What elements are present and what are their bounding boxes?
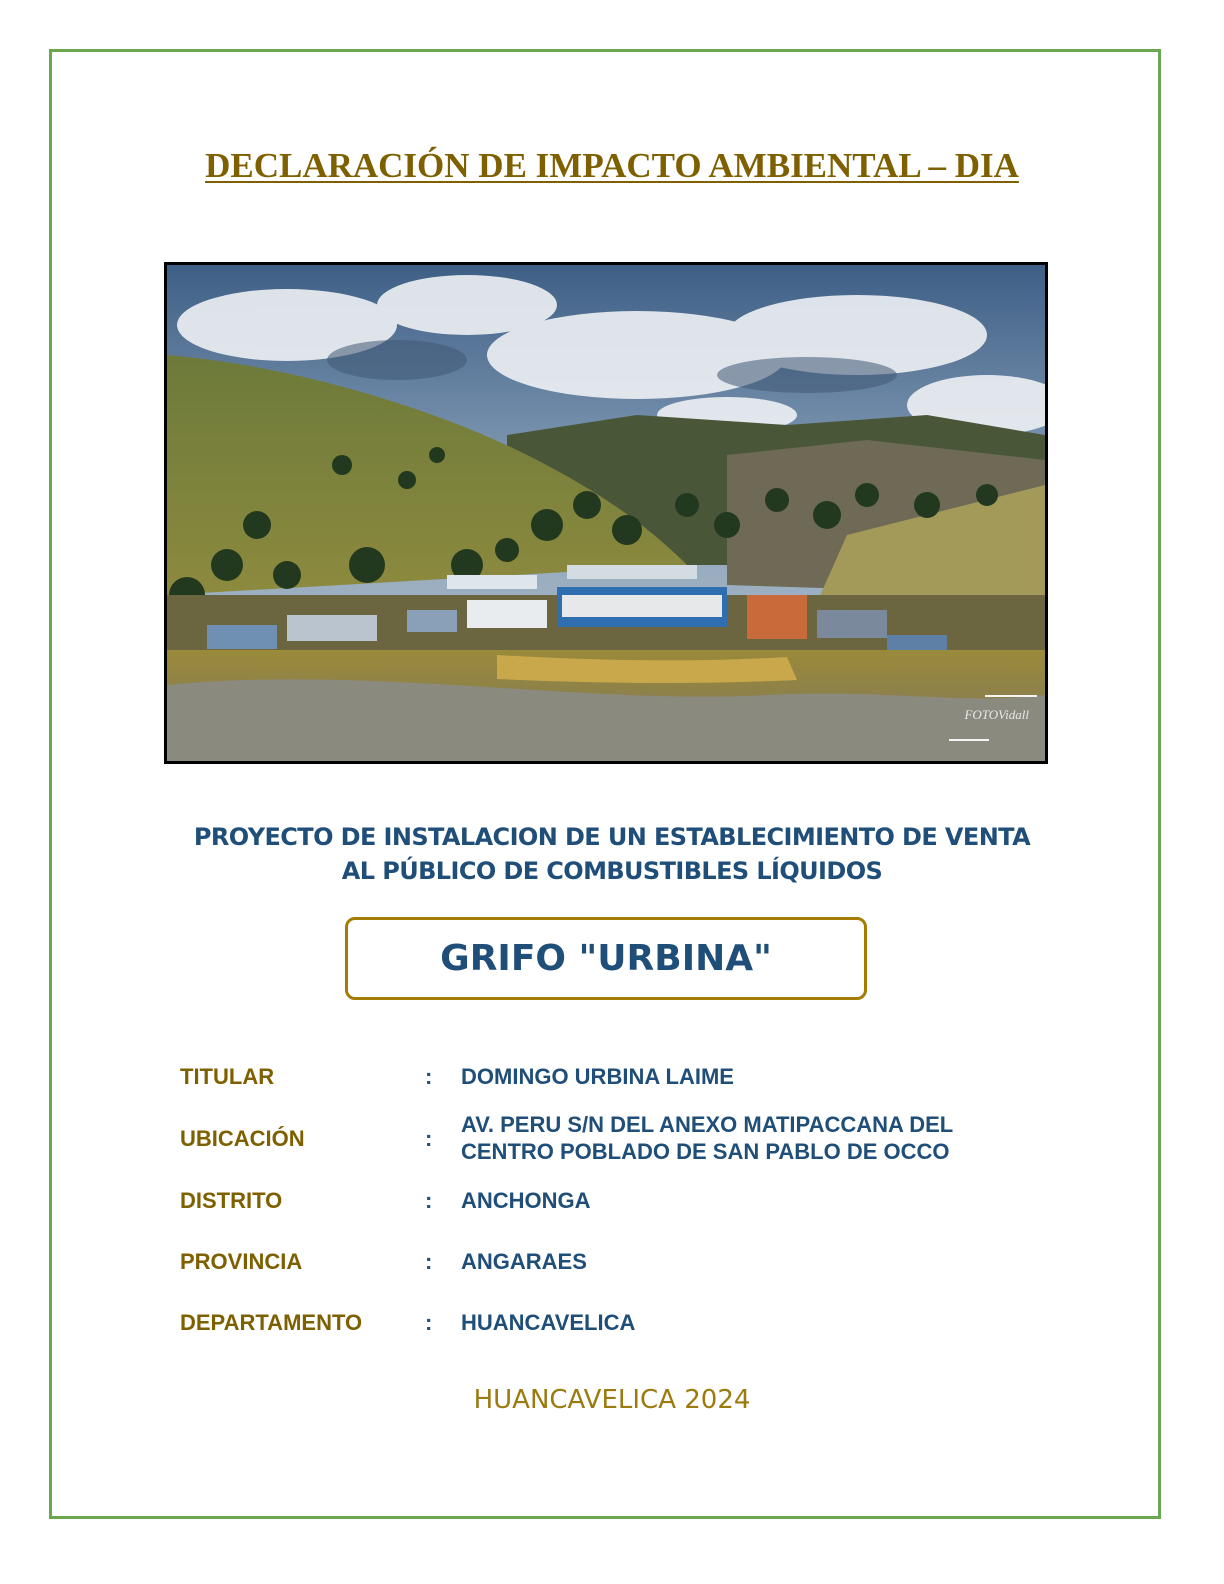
detail-row-titular <box>180 1063 1060 1090</box>
establishment-name-box: GRIFO "URBINA" <box>345 917 867 1000</box>
detail-separator: : <box>425 1064 433 1089</box>
watermark-line <box>949 739 989 741</box>
detail-separator: : <box>425 1249 433 1274</box>
detail-value: ANCHONGA <box>461 1188 591 1213</box>
detail-separator: : <box>425 1188 433 1213</box>
detail-value: AV. PERU S/N DEL ANEXO MATIPACCANA DEL CENTRO POBLADO DE SAN PABLO DE OCCO <box>461 1112 954 1164</box>
photo-watermark: FOTOVidall <box>964 707 1029 722</box>
cover-photo <box>164 262 1048 764</box>
detail-row-ubicacion <box>180 1111 1060 1165</box>
detail-label: UBICACIÓN <box>180 1125 305 1151</box>
detail-label: PROVINCIA <box>180 1249 303 1274</box>
detail-label: TITULAR <box>180 1064 275 1089</box>
detail-separator: : <box>425 1310 433 1335</box>
detail-value: HUANCAVELICA <box>461 1310 636 1335</box>
footer-location-year: HUANCAVELICA 2024 <box>473 1385 751 1415</box>
detail-separator: : <box>425 1125 433 1151</box>
watermark-line <box>985 695 1037 697</box>
detail-label: DISTRITO <box>180 1188 283 1213</box>
project-title <box>0 820 1224 888</box>
detail-label: DEPARTAMENTO <box>180 1310 363 1335</box>
detail-row-provincia <box>180 1248 1060 1275</box>
document-title: DECLARACIÓN DE IMPACTO AMBIENTAL – DIA <box>205 146 1019 185</box>
detail-row-departamento <box>180 1309 1060 1336</box>
landscape-image <box>167 265 1045 761</box>
detail-row-distrito <box>180 1187 1060 1214</box>
detail-value: ANGARAES <box>461 1249 587 1274</box>
project-title-line-1: PROYECTO DE INSTALACION DE UN ESTABLECIMIENTO DE VENTA <box>193 823 1031 851</box>
detail-value: DOMINGO URBINA LAIME <box>461 1064 734 1089</box>
project-title-line-2: AL PÚBLICO DE COMBUSTIBLES LÍQUIDOS <box>341 857 883 885</box>
